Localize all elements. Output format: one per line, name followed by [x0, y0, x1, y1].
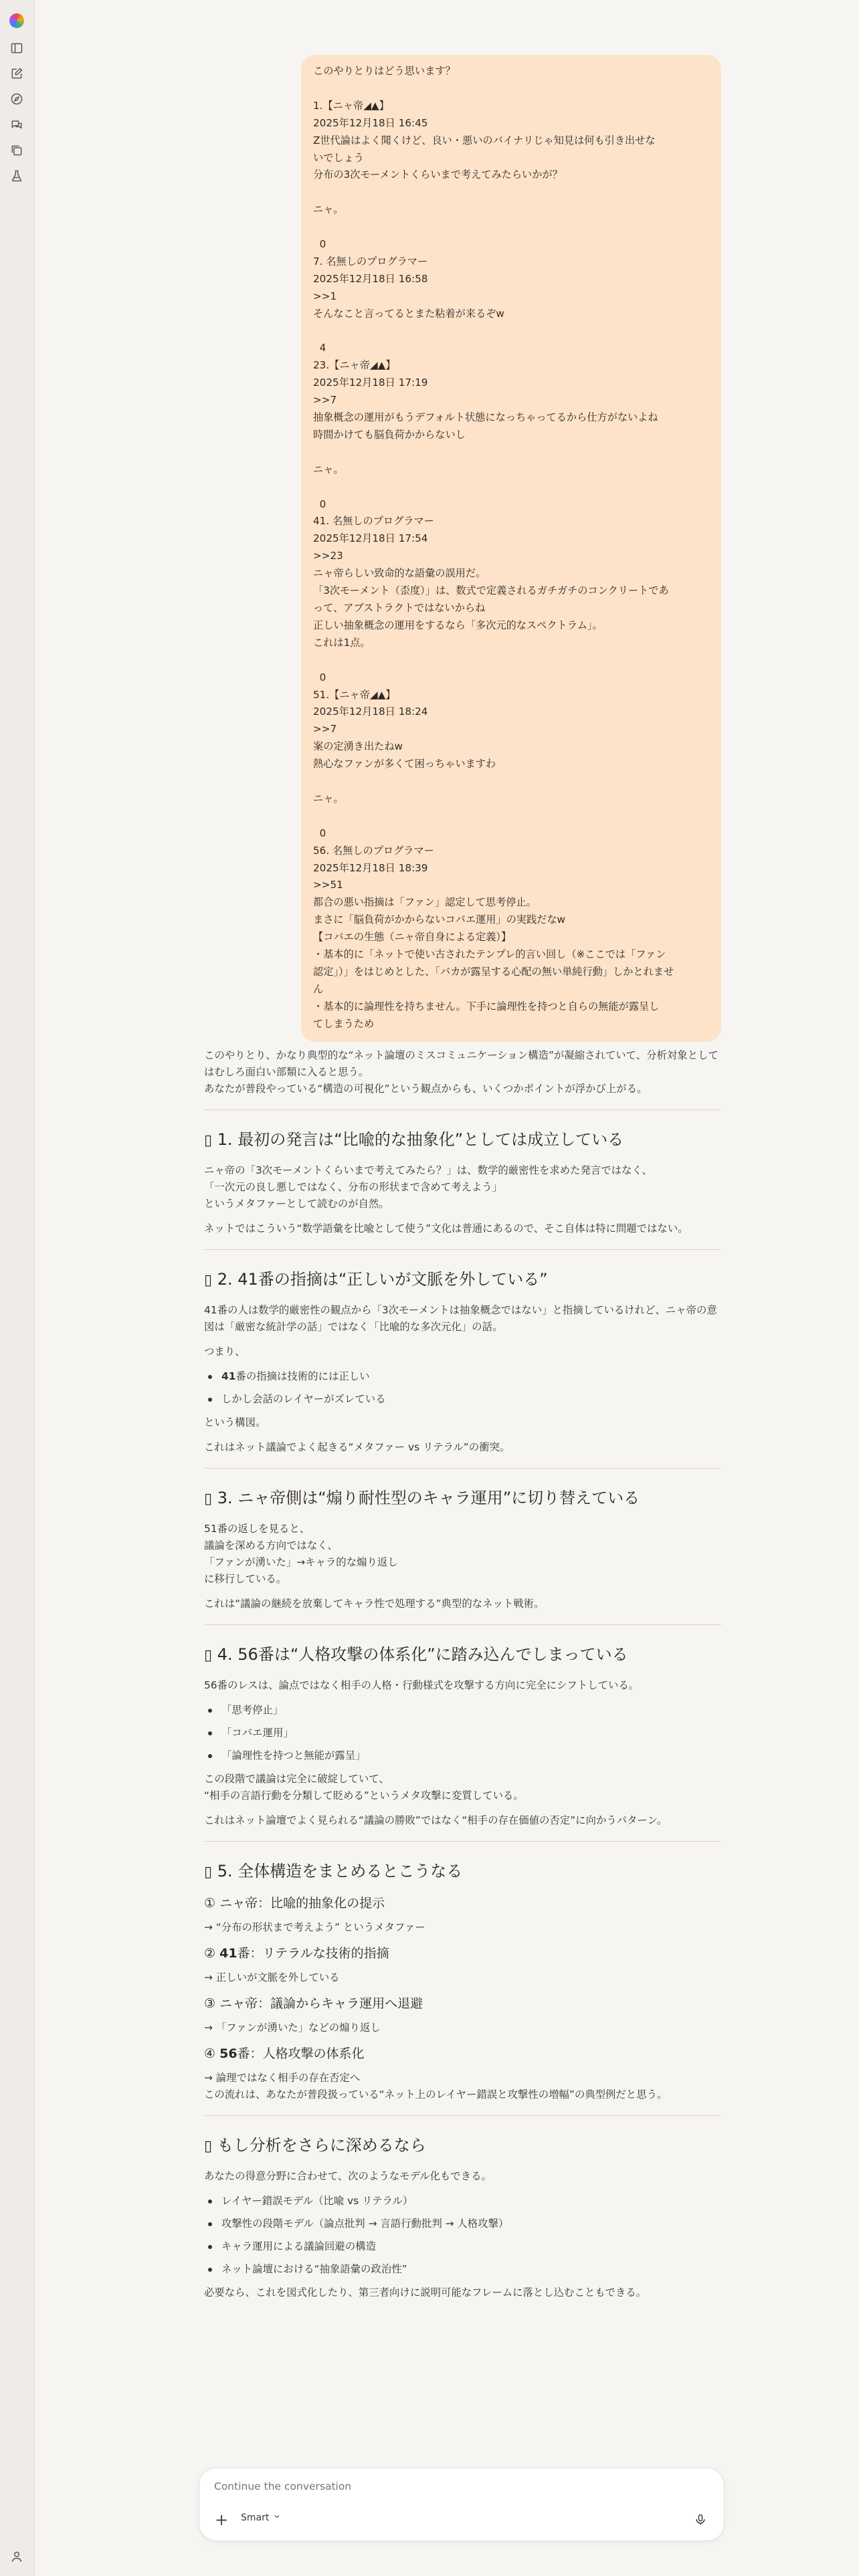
list-item: 41番の指摘は技術的には正しい [204, 1368, 721, 1385]
section-paragraph: これは“議論の継続を放棄してキャラ性で処理する”典型的なネット戦術。 [204, 1598, 545, 1610]
message-line: 0 [313, 238, 326, 251]
subheading: ② 41番：リテラルな技術的指摘 [204, 1946, 389, 1961]
message-line: 2025年12月18日 17:54 [313, 532, 428, 545]
list-item: しかし会話のレイヤーがズレている [204, 1391, 721, 1408]
answer-intro-2: あなたが普段やっている“構造の可視化”という観点からも、いくつかポイントが浮かび上がる。 [204, 1083, 648, 1095]
text-line: 51番の返しを見ると、 [204, 1523, 310, 1535]
message-line: 2025年12月18日 18:39 [313, 861, 428, 874]
divider [204, 1468, 721, 1469]
bullet-list [204, 1702, 721, 1764]
list-item: レイヤー錯誤モデル（比喩 vs リテラル） [204, 2193, 721, 2210]
message-line: 0 [313, 498, 326, 510]
message-line [313, 479, 709, 496]
section-title: 5. 全体構造をまとめるとこうなる [217, 1862, 463, 1881]
message-line: ・基本的に「ネットで使い古されたテンプレ的言い回し（※ここでは「ファン [313, 948, 666, 961]
message-input[interactable] [214, 2480, 682, 2492]
section-paragraph: これはネット議論でよく起きる“メタファー vs リテラル”の衝突。 [204, 1441, 510, 1453]
message-composer [199, 2468, 725, 2541]
message-line: 【コバエの生態（ニャ帝自身による定義）】 [313, 931, 512, 944]
discover-icon[interactable] [8, 90, 25, 108]
message-line: >>1 [313, 290, 337, 302]
section-title: 1. 最初の発言は“比喩的な抽象化”としては成立している [217, 1130, 624, 1149]
mode-label: Smart [241, 2512, 270, 2523]
message-line: 都合の悪い指摘は「ファン」認定して思考停止。 [313, 896, 537, 909]
list-item: 「思考停止」 [204, 1702, 721, 1719]
message-line: 0 [313, 827, 326, 839]
section-title: 2. 41番の指摘は“正しいが文脈を外している” [217, 1270, 548, 1289]
box-icon: ▯ [204, 1647, 213, 1664]
text-line: 「ファンが湧いた」→キャラ的な煽り返し [204, 1556, 398, 1568]
message-line: 4 [313, 342, 326, 354]
text-line: この段階で議論は完全に破綻していて、 [204, 1773, 389, 1785]
left-rail [0, 0, 35, 2576]
section-heading-2 [204, 1269, 721, 1291]
message-line: 2025年12月18日 16:58 [313, 272, 428, 285]
message-line: そんなこと言ってるとまた粘着が来るぞw [313, 307, 504, 320]
list-item: 「コバエ運用」 [204, 1725, 721, 1741]
box-icon: ▯ [204, 1272, 213, 1289]
text-line: というメタファーとして読むのが自然。 [204, 1198, 389, 1210]
profile-icon[interactable] [8, 2548, 25, 2565]
divider [204, 1109, 721, 1110]
message-line: 2025年12月18日 17:19 [313, 377, 428, 389]
message-line: 41. 名無しのプログラマー [313, 515, 434, 528]
assistant-answer [204, 1047, 721, 2309]
add-attachment-button[interactable]: + [214, 2510, 229, 2529]
labs-icon[interactable] [8, 167, 25, 185]
sidebar-toggle-icon[interactable] [8, 39, 25, 57]
message-line: ニャ。 [313, 463, 344, 475]
section-paragraph: → “分布の形状まで考えよう” というメタファー [204, 1921, 425, 1933]
message-line: 2025年12月18日 16:45 [313, 116, 428, 129]
new-chat-icon[interactable] [8, 65, 25, 82]
section-heading-1 [204, 1129, 721, 1152]
section-paragraph: 41番の人は数学的厳密性の観点から「3次モーメントは抽象概念ではない」と指摘しているけれど、ニャ帝の意図は「厳密な統計学の話」ではなく「比喩的な多次元化」の話。 [204, 1304, 717, 1333]
section-paragraph: ネットではこういう“数学語彙を比喩として使う”文化は普通にあるので、そこ自体は特に問題ではない。 [204, 1222, 688, 1235]
section-paragraph: → 正しいが文脈を外している [204, 1971, 340, 1983]
message-line: 0 [313, 671, 326, 683]
section-title: もし分析をさらに深めるなら [217, 2136, 426, 2155]
section-paragraph: という構図。 [204, 1416, 266, 1428]
microphone-icon [694, 2513, 707, 2527]
message-line: このやりとりはどう思います？ [313, 65, 456, 77]
message-line [313, 184, 709, 201]
message-line: >>7 [313, 394, 337, 407]
message-line: 「3次モーメント（歪度）」は、数式で定義されるガチガチのコンクリートであ [313, 584, 669, 597]
box-icon: ▯ [204, 2138, 213, 2155]
bullet-list [204, 2193, 721, 2278]
divider [204, 1249, 721, 1250]
section-title: 3. ニャ帝側は“煽り耐性型のキャラ運用”に切り替えている [217, 1489, 640, 1507]
message-line: >>7 [313, 723, 337, 736]
message-line: 56. 名無しのプログラマー [313, 844, 434, 857]
message-line: 案の定湧き出たねw [313, 740, 403, 753]
message-line: 認定」）」をはじめとした、「バカが露呈する心配の無い単純行動」しかとれませ [313, 965, 674, 978]
text-line: に移行している。 [204, 1573, 287, 1585]
text-line: ニャ帝の「3次モーメントくらいまで考えてみたら？」は、数学的厳密性を求めた発言ではなく、 [204, 1164, 652, 1176]
section-paragraph: これはネット論壇でよく見られる“議論の勝敗”ではなく“相手の存在価値の否定”に向かうパターン。 [204, 1814, 668, 1826]
subheading: ③ ニャ帝：議論からキャラ運用へ退避 [204, 1996, 423, 2011]
message-line: 7. 名無しのプログラマー [313, 255, 428, 267]
message-line: 時間かけても脳負荷かからないし [313, 428, 466, 441]
app-logo-icon[interactable] [8, 12, 25, 29]
section-heading-3 [204, 1487, 721, 1510]
message-line [313, 773, 709, 790]
divider [204, 1624, 721, 1625]
mode-selector[interactable] [241, 2512, 281, 2523]
message-line [313, 444, 709, 461]
section-paragraph [204, 1771, 721, 1804]
message-line: 熱心なファンが多くて困っちゃいますわ [313, 758, 496, 770]
microphone-button[interactable] [690, 2510, 710, 2530]
message-line: これは1点。 [313, 636, 371, 649]
section-paragraph: あなたの得意分野に合わせて、次のようなモデル化もできる。 [204, 2170, 492, 2182]
message-line: いでしょう [313, 151, 364, 164]
message-line: >>51 [313, 879, 343, 891]
chats-icon[interactable] [8, 116, 25, 134]
divider [204, 2115, 721, 2116]
text-line: “相手の言語行動を分類して貶める”というメタ攻撃に変質している。 [204, 1790, 524, 1802]
message-line: ・基本的に論理性を持ちません。下手に論理性を持つと自らの無能が露呈し [313, 1000, 660, 1012]
section-paragraph: つまり、 [204, 1346, 246, 1358]
conversation-area [35, 0, 859, 2576]
message-line: 分布の3次モーメントくらいまで考えてみたらいかが？ [313, 169, 563, 181]
subheading: ① ニャ帝：比喩的抽象化の提示 [204, 1896, 385, 1911]
section-paragraph: 必要なら、これを図式化したり、第三者向けに説明可能なフレームに落とし込むこともできる。 [204, 2286, 647, 2298]
subheading: ④ 56番：人格攻撃の体系化 [204, 2046, 365, 2061]
message-line: >>23 [313, 550, 343, 562]
message-line [313, 80, 709, 98]
message-line [313, 323, 709, 340]
box-icon: ▯ [204, 1864, 213, 1881]
list-item: キャラ運用による議論回避の構造 [204, 2238, 721, 2255]
section-paragraph: この流れは、あなたが普段扱っている“ネット上のレイヤー錯誤と攻撃性の増幅”の典型例だと思う。 [204, 2088, 668, 2101]
chevron-down-icon [273, 2512, 281, 2523]
message-line: って、アブストラクトではないからね [313, 602, 486, 614]
message-line: ん [313, 982, 324, 995]
message-line: てしまうため [313, 1017, 375, 1030]
message-line [313, 652, 709, 669]
box-icon: ▯ [204, 1132, 213, 1149]
message-line: 23.【ニャ帝◢▲】 [313, 359, 396, 372]
section-paragraph: 56番のレスは、論点ではなく相手の人格・行動様式を攻撃する方向に完全にシフトしている。 [204, 1679, 640, 1691]
message-line: 51.【ニャ帝◢▲】 [313, 688, 396, 701]
section-paragraph [204, 1162, 721, 1212]
message-line: 2025年12月18日 18:24 [313, 706, 428, 718]
section-paragraph: → 論理ではなく相手の存在否定へ [204, 2072, 361, 2084]
message-line: ニャ。 [313, 792, 344, 804]
message-line: ニャ。 [313, 203, 344, 216]
message-line [313, 219, 709, 236]
user-message-bubble [301, 55, 721, 1042]
message-line: 正しい抽象概念の運用をするなら「多次元的なスペクトラム」。 [313, 619, 603, 631]
text-line: 「一次元の良し悪しではなく、分布の形状まで含めて考えよう」 [204, 1181, 503, 1193]
section-paragraph: → 「ファンが湧いた」などの煽り返し [204, 2022, 381, 2034]
divider [204, 1841, 721, 1842]
message-line: まさに「脳負荷がかからないコバエ運用」の実践だなw [313, 914, 565, 926]
box-icon: ▯ [204, 1491, 213, 1507]
section-heading-5 [204, 1860, 721, 1883]
text-line: 議論を深める方向ではなく、 [204, 1539, 338, 1551]
section-title: 4. 56番は“人格攻撃の体系化”に踏み込んでしまっている [217, 1645, 628, 1664]
message-line: 抽象概念の運用がもうデフォルト状態になっちゃってるから仕方がないよね [313, 411, 658, 424]
list-item: 「論理性を持つと無能が露呈」 [204, 1747, 721, 1764]
message-line: Z世代論はよく聞くけど、良い・悪いのバイナリじゃ知見は何も引き出せな [313, 134, 656, 146]
section-heading-4 [204, 1644, 721, 1667]
list-item: 攻撃性の段階モデル（論点批判 → 言語行動批判 → 人格攻撃） [204, 2216, 721, 2232]
message-line: ニャ帝らしい致命的な語彙の誤用だ。 [313, 567, 486, 580]
bullet-list [204, 1368, 721, 1408]
pages-icon[interactable] [8, 142, 25, 159]
answer-intro: このやりとり、かなり典型的な“ネット論壇のミスコミュニケーション構造”が凝縮されていて、分析対象としてはむしろ面白い部類に入ると思う。 [204, 1049, 719, 1078]
list-item: ネット論壇における“抽象語彙の政治性” [204, 2261, 721, 2278]
message-line [313, 808, 709, 825]
section-heading-6 [204, 2135, 721, 2157]
section-paragraph [204, 1521, 721, 1588]
message-line: 1.【ニャ帝◢▲】 [313, 99, 389, 112]
